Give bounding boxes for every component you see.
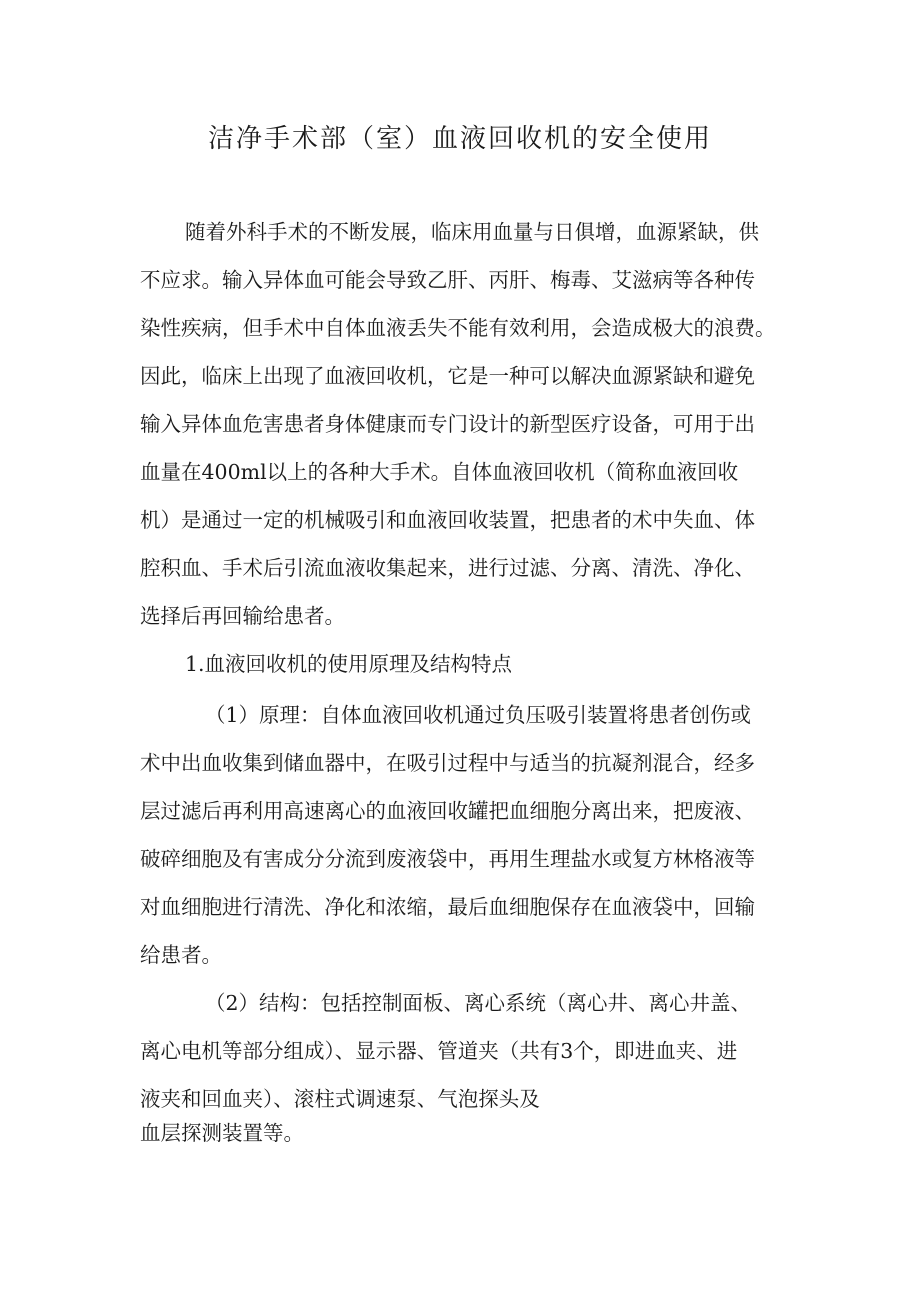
paragraph-1-line: 输入异体血危害患者身体健康而专门设计的新型医疗设备，可用于出 — [140, 412, 755, 436]
paragraph-1-line: 腔积血、手术后引流血液收集起来，进行过滤、分离、清洗、净化、 — [140, 556, 755, 580]
principle-line: 给患者。 — [140, 943, 222, 967]
structure-line: 液夹和回血夹）、滚柱式调速泵、气泡探头及 — [140, 1087, 540, 1111]
paragraph-1-line: 选择后再回输给患者。 — [140, 604, 345, 628]
structure-line: （2）结构：包括控制面板、离心系统（离心井、离心井盖、 — [205, 991, 752, 1015]
section-heading: 1.血液回收机的使用原理及结构特点 — [185, 652, 513, 676]
structure-line: 血层探测装置等。 — [140, 1121, 304, 1145]
paragraph-1-line: 因此，临床上出现了血液回收机，它是一种可以解决血源紧缺和避免 — [140, 364, 755, 388]
principle-line: 层过滤后再利用高速离心的血液回收罐把血细胞分离出来，把废液、 — [140, 799, 755, 823]
paragraph-1-line: 随着外科手术的不断发展，临床用血量与日俱增，血源紧缺，供 — [185, 220, 759, 244]
paragraph-1-line: 血量在400ml以上的各种大手术。自体血液回收机（简称血液回收 — [140, 460, 739, 484]
principle-line: 术中出血收集到储血器中，在吸引过程中与适当的抗凝剂混合，经多 — [140, 751, 755, 775]
principle-line: （1）原理：自体血液回收机通过负压吸引装置将患者创伤或 — [205, 703, 752, 727]
structure-line: 离心电机等部分组成）、显示器、管道夹（共有3个，即进血夹、进 — [140, 1039, 738, 1063]
paragraph-1-line: 染性疾病，但手术中自体血液丢失不能有效利用，会造成极大的浪费。 — [140, 316, 776, 340]
paragraph-1-line: 机）是通过一定的机械吸引和血液回收装置，把患者的术中失血、体 — [140, 508, 755, 532]
page-title: 洁净手术部（室）血液回收机的安全使用 — [207, 124, 712, 154]
principle-line: 对血细胞进行清洗、净化和浓缩，最后血细胞保存在血液袋中，回输 — [140, 895, 755, 919]
paragraph-1-line: 不应求。输入异体血可能会导致乙肝、丙肝、梅毒、艾滋病等各种传 — [140, 268, 755, 292]
principle-line: 破碎细胞及有害成分分流到废液袋中，再用生理盐水或复方林格液等 — [140, 847, 755, 871]
